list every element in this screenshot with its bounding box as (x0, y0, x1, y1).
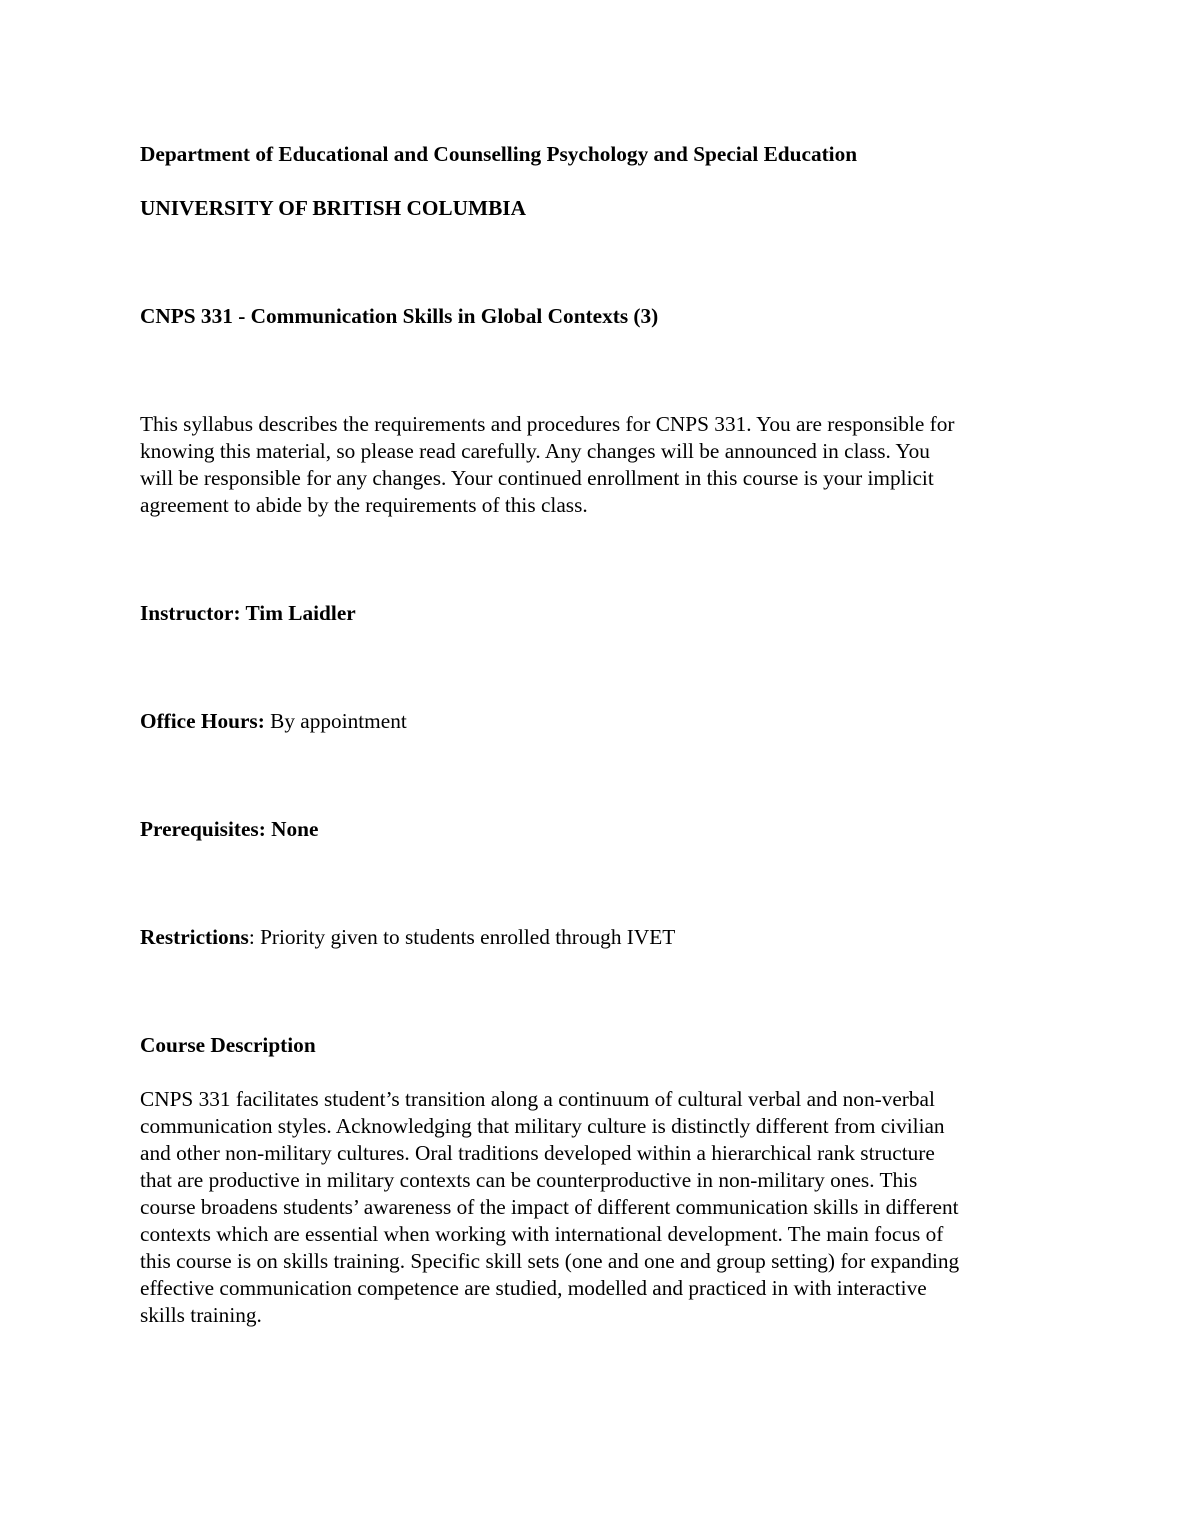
prerequisites-line: Prerequisites: None (140, 817, 319, 841)
description-line: contexts which are essential when working with international development. The main focus of (140, 1222, 944, 1246)
restrictions-value: : Priority given to students enrolled through IVET (248, 925, 676, 949)
course-description-heading: Course Description (140, 1033, 316, 1057)
office-hours-label: Office Hours: (140, 709, 265, 733)
description-line: communication styles. Acknowledging that military culture is distinctly different from civilian (140, 1114, 945, 1138)
intro-paragraph (140, 411, 1060, 519)
office-hours-value: By appointment (264, 709, 407, 733)
department-heading: Department of Educational and Counselling Psychology and Special Education (140, 142, 858, 166)
description-line: skills training. (140, 1303, 262, 1327)
office-hours-line (140, 708, 407, 735)
course-description-paragraph (140, 1086, 1060, 1329)
course-title: CNPS 331 - Communication Skills in Global Contexts (3) (140, 304, 659, 328)
description-line: course broadens students’ awareness of the impact of different communication skills in different (140, 1195, 959, 1219)
description-line: this course is on skills training. Specific skill sets (one and one and group setting) for expanding (140, 1249, 960, 1273)
intro-line: agreement to abide by the requirements of this class. (140, 493, 588, 517)
restrictions-label: Restrictions (140, 925, 249, 949)
description-line: and other non-military cultures. Oral traditions developed within a hierarchical rank structure (140, 1141, 935, 1165)
description-line: effective communication competence are studied, modelled and practiced in with interactive (140, 1276, 927, 1300)
intro-line: will be responsible for any changes. Your continued enrollment in this course is your implicit (140, 466, 934, 490)
university-heading: UNIVERSITY OF BRITISH COLUMBIA (140, 196, 526, 220)
description-line: that are productive in military contexts can be counterproductive in non-military ones. This (140, 1168, 918, 1192)
restrictions-line (140, 924, 675, 951)
instructor-line: Instructor: Tim Laidler (140, 601, 356, 625)
intro-line: knowing this material, so please read carefully. Any changes will be announced in class. You (140, 439, 930, 463)
intro-line: This syllabus describes the requirements and procedures for CNPS 331. You are responsible for (140, 412, 955, 436)
description-line: CNPS 331 facilitates student’s transition along a continuum of cultural verbal and non-verbal (140, 1087, 935, 1111)
